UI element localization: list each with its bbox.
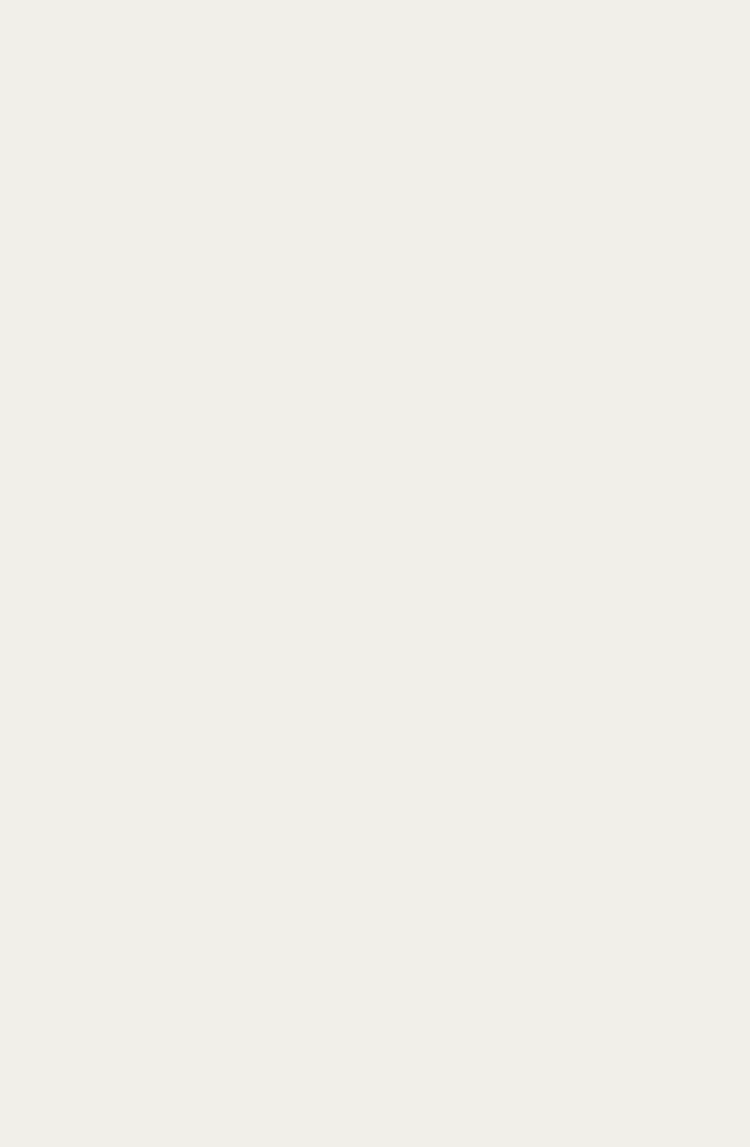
continued-pin-rows [0, 0, 750, 12]
